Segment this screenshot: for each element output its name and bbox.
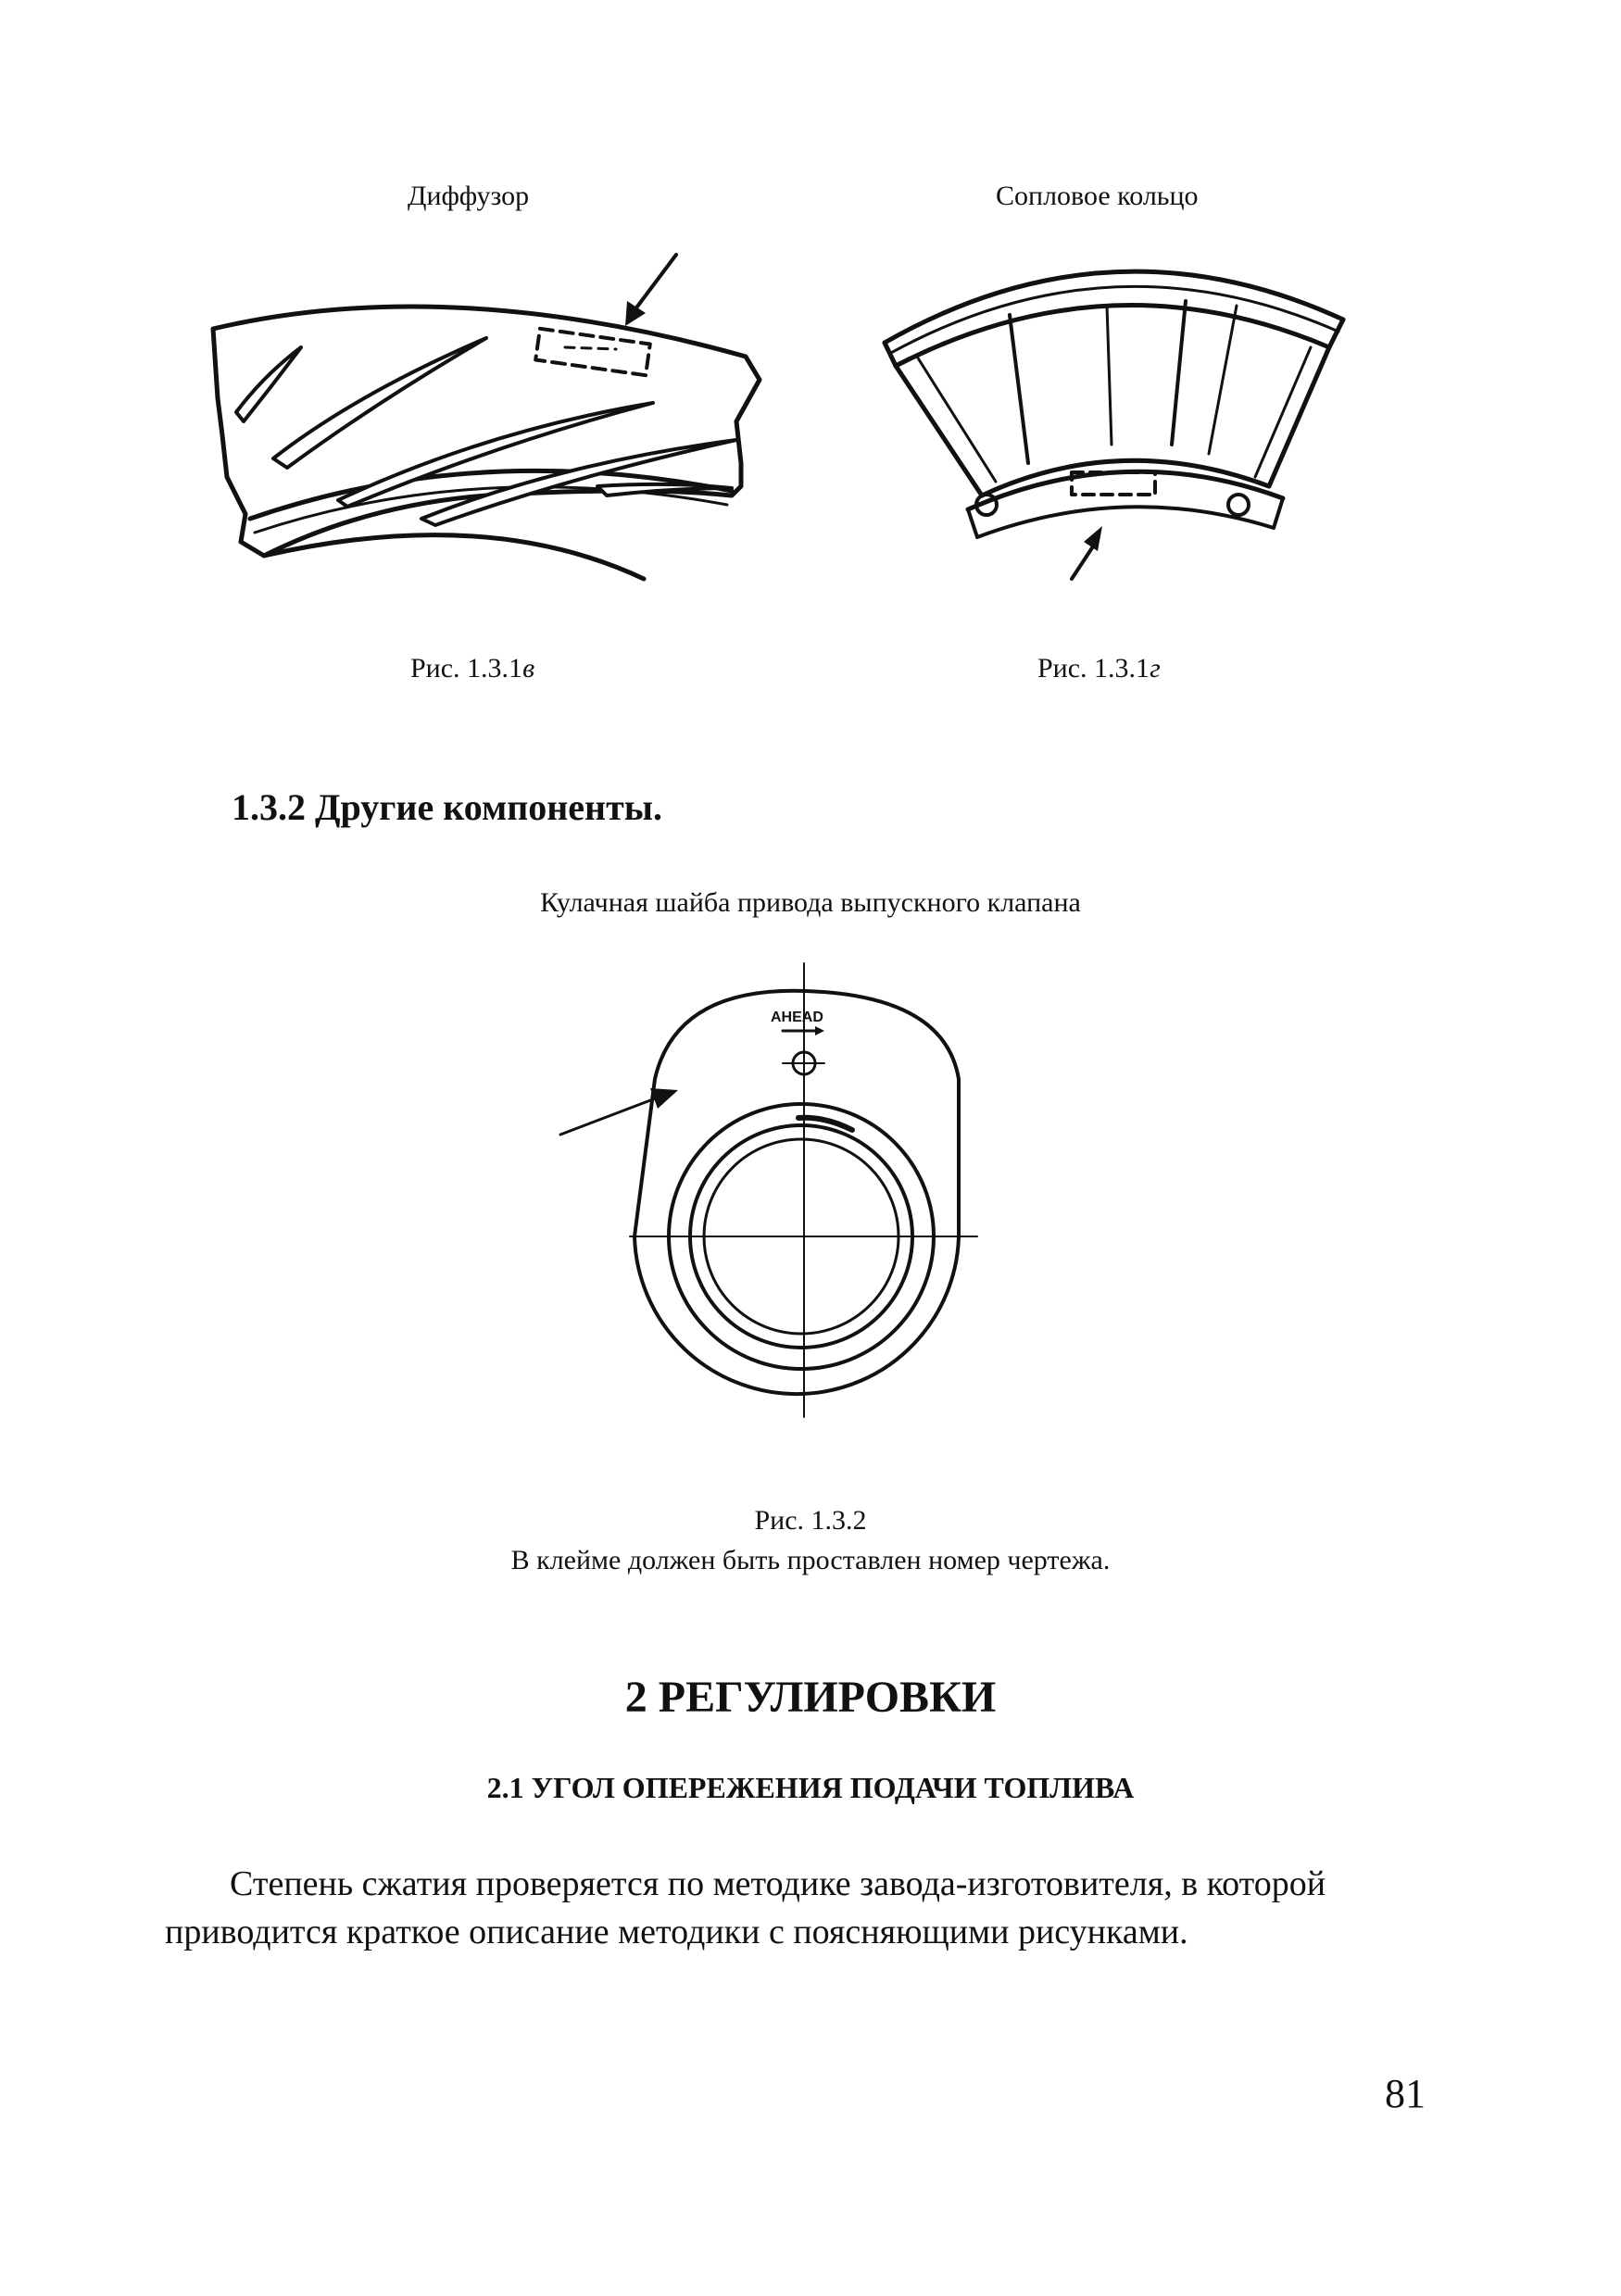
- subsection-heading: 2.1 УГОЛ ОПЕРЕЖЕНИЯ ПОДАЧИ ТОПЛИВА: [486, 1771, 1135, 1804]
- diffuser-caption: [410, 653, 534, 684]
- cam-note: В клейме должен быть проставлен номер чертежа.: [510, 1545, 1111, 1575]
- nozzle-ring-label: Сопловое кольцо: [996, 181, 1199, 211]
- diffuser-caption-suffix: в: [522, 653, 535, 684]
- nozzle-ring-figure: [875, 250, 1357, 583]
- nozzle-ring-caption-prefix: Рис. 1.3.1: [1037, 653, 1150, 684]
- nozzle-ring-caption: [1037, 653, 1161, 684]
- page-number: 81: [1385, 2071, 1426, 2116]
- section-heading: 1.3.2 Другие компоненты.: [232, 786, 662, 828]
- cam-label: Кулачная шайба привода выпускного клапана: [540, 887, 1081, 918]
- paragraph-line-2: приводится краткое описание методики с поясняющими рисунками.: [165, 1913, 1188, 1951]
- diffuser-label: Диффузор: [408, 181, 530, 211]
- cam-stamp-text: AHEAD: [771, 1010, 823, 1025]
- nozzle-ring-caption-suffix: г: [1150, 653, 1161, 684]
- cam-caption: Рис. 1.3.2: [754, 1505, 867, 1536]
- chapter-heading: 2 РЕГУЛИРОВКИ: [624, 1673, 997, 1722]
- diffuser-figure: [208, 236, 764, 607]
- diffuser-caption-prefix: Рис. 1.3.1: [410, 653, 523, 684]
- cam-figure: [547, 959, 991, 1422]
- paragraph-line-1: Степень сжатия проверяется по методике завода-изготовителя, в которой: [230, 1864, 1326, 1903]
